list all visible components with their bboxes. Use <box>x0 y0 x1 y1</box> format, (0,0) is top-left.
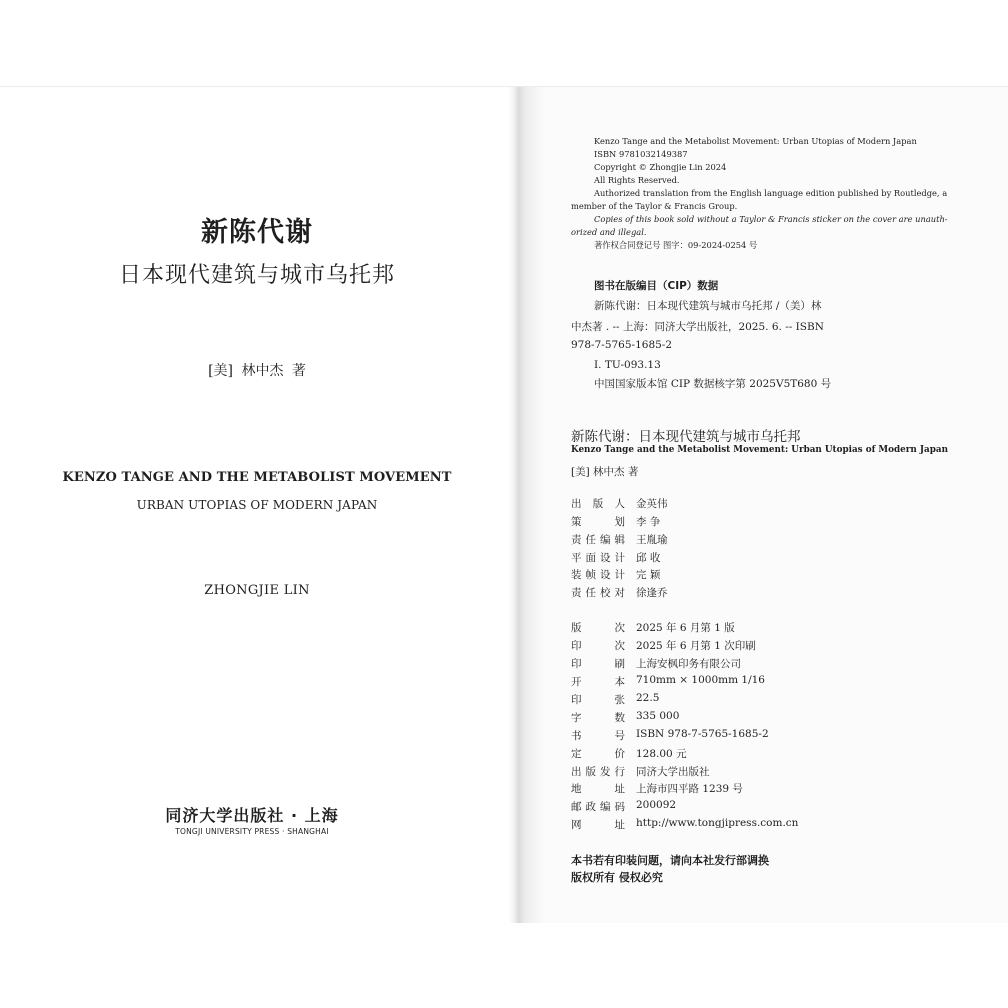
staff-key: 装 帧 设 计 <box>571 569 625 581</box>
staff-value: 李 争 <box>636 516 661 528</box>
chinese-author: [美] 林中杰 著 <box>208 363 306 379</box>
cip-line: 中国国家版本馆 CIP 数据核字第 2025V5T680 号 <box>594 378 832 390</box>
detail-value: 同济大学出版社 <box>636 766 710 778</box>
original-title: Kenzo Tange and the Metabolist Movement: Urban Utopias of Modern Japan <box>594 136 917 146</box>
detail-key: 网 址 <box>571 819 625 831</box>
staff-key: 责 任 编 辑 <box>571 534 625 546</box>
detail-key: 版 次 <box>571 622 625 634</box>
chinese-title: 新陈代谢 <box>201 217 313 248</box>
copyright-line: Copyright © Zhongjie Lin 2024 <box>594 162 727 172</box>
translation-note: Authorized translation from the English language edition published by Routledge, a <box>594 188 948 198</box>
staff-value: 王胤瑜 <box>636 534 668 546</box>
detail-value: 22.5 <box>636 692 660 704</box>
cip-line: 978-7-5765-1685-2 <box>571 339 673 351</box>
contract-registration: 著作权合同登记号 图字：09-2024-0254 号 <box>594 240 758 250</box>
detail-key: 印 张 <box>571 694 625 706</box>
detail-value: 128.00 元 <box>636 748 687 760</box>
staff-key: 出 版 人 <box>571 498 625 510</box>
staff-key: 责 任 校 对 <box>571 587 625 599</box>
translation-note-cont: member of the Taylor & Francis Group. <box>571 201 738 211</box>
detail-value: 710mm × 1000mm 1/16 <box>636 674 765 686</box>
detail-value: 335 000 <box>636 710 680 722</box>
detail-value: 2025 年 6 月第 1 版 <box>636 622 735 634</box>
staff-value: 金英伟 <box>636 498 668 510</box>
detail-key: 邮 政 编 码 <box>571 801 625 813</box>
detail-key: 书 号 <box>571 730 625 742</box>
cip-heading: 图书在版编目（CIP）数据 <box>594 280 719 292</box>
detail-value: http://www.tongjipress.com.cn <box>636 817 799 829</box>
detail-key: 字 数 <box>571 712 625 724</box>
english-author: ZHONGJIE LIN <box>204 583 310 598</box>
colophon-title: 新陈代谢：日本现代建筑与城市乌托邦 <box>571 429 801 445</box>
english-title: KENZO TANGE AND THE METABOLIST MOVEMENT <box>62 470 452 485</box>
colophon-english-title: Kenzo Tange and the Metabolist Movement: Urban Utopias of Modern Japan <box>571 445 948 455</box>
chinese-subtitle: 日本现代建筑与城市乌托邦 <box>118 263 395 288</box>
cip-line: 新陈代谢：日本现代建筑与城市乌托邦 /（美）林 <box>594 300 822 312</box>
detail-value: ISBN 978-7-5765-1685-2 <box>636 728 769 740</box>
title-page <box>0 87 514 923</box>
publisher-logo-english: TONGJI UNIVERSITY PRESS · SHANGHAI <box>175 827 329 836</box>
rights-notice: 版权所有 侵权必究 <box>571 871 663 884</box>
detail-key: 印 次 <box>571 640 625 652</box>
cip-line: Ⅰ. TU-093.13 <box>594 359 661 371</box>
detail-value: 上海市四平路 1239 号 <box>636 783 743 795</box>
copyright-page <box>514 87 1008 923</box>
staff-key: 策 划 <box>571 516 625 528</box>
detail-key: 出 版 发 行 <box>571 766 625 778</box>
colophon-author: [美] 林中杰 著 <box>571 466 639 478</box>
rights-line: All Rights Reserved. <box>594 175 680 185</box>
detail-key: 印 刷 <box>571 658 625 670</box>
english-subtitle: URBAN UTOPIAS OF MODERN JAPAN <box>136 498 378 512</box>
book-gutter-shadow <box>508 87 546 923</box>
sticker-note: Copies of this book sold without a Taylor & Francis sticker on the cover are unauth- <box>594 214 948 224</box>
cip-line: 中杰著 . -- 上海：同济大学出版社，2025. 6. -- ISBN <box>571 321 824 333</box>
printing-notice: 本书若有印装问题，请向本社发行部调换 <box>571 854 769 867</box>
detail-value: 200092 <box>636 799 677 811</box>
staff-value: 完 颖 <box>636 569 661 581</box>
detail-key: 地 址 <box>571 783 625 795</box>
publisher-logo-chinese: 同济大学出版社 · 上海 <box>165 806 339 825</box>
sticker-note-cont: orized and illegal. <box>571 227 647 237</box>
staff-value: 邱 收 <box>636 552 661 564</box>
staff-key: 平 面 设 计 <box>571 552 625 564</box>
book-spread <box>0 87 1008 923</box>
detail-key: 开 本 <box>571 676 625 688</box>
staff-value: 徐逢乔 <box>636 587 668 599</box>
detail-key: 定 价 <box>571 748 625 760</box>
detail-value: 2025 年 6 月第 1 次印刷 <box>636 640 756 652</box>
detail-value: 上海安枫印务有限公司 <box>636 658 741 670</box>
original-isbn: ISBN 9781032149387 <box>594 149 688 159</box>
